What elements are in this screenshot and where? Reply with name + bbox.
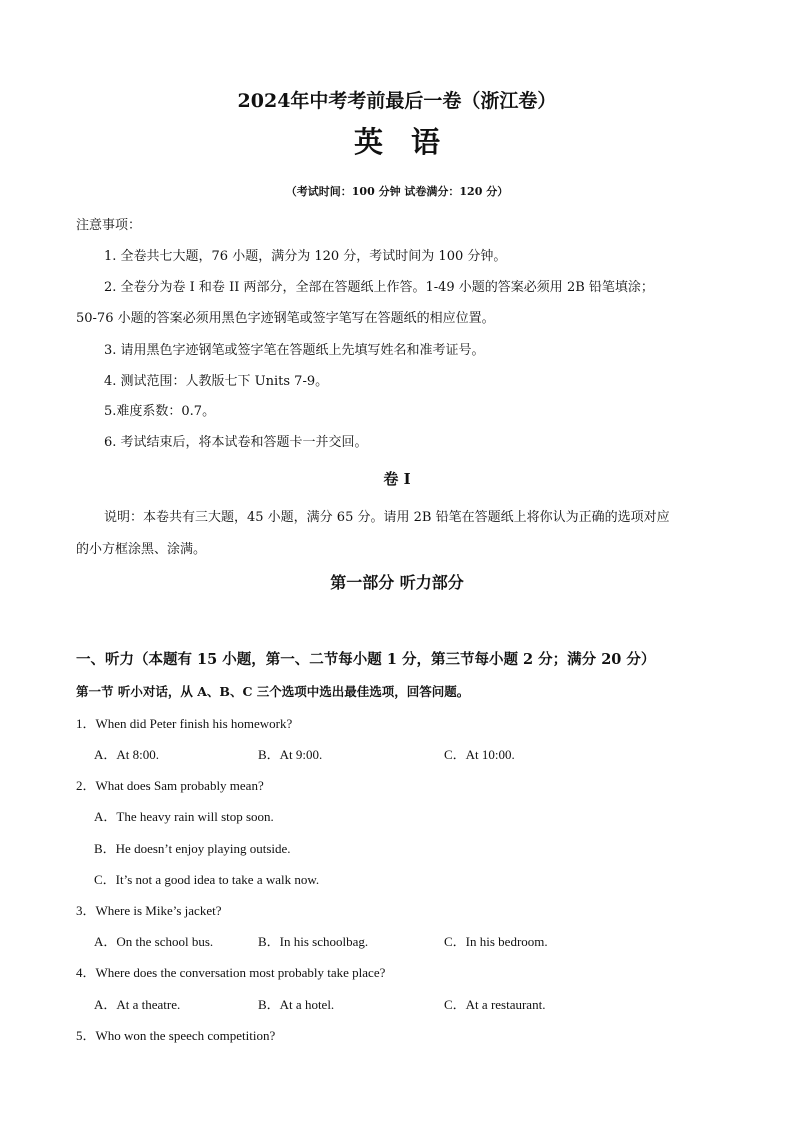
option-b: B．He doesn’t enjoy playing outside. [94, 841, 291, 856]
volume-description-cont: 的小方框涂黑、涂满。 [76, 542, 207, 557]
notice-heading: 注意事项： [76, 218, 142, 233]
notice-item: 3. 请用黑色字迹钢笔或签字笔在答题纸上先填写姓名和准考证号。 [104, 343, 485, 358]
option-b: B．At 9:00. [258, 747, 323, 762]
option-a: A．On the school bus. [94, 934, 214, 949]
notice-item: 4. 测试范围：人教版七下 Units 7-9。 [104, 374, 329, 389]
question-stem: 1．When did Peter finish his homework? [76, 716, 293, 731]
question-stem: 5．Who won the speech competition? [76, 1028, 276, 1043]
exam-time-info: （考试时间：100 分钟 试卷满分：120 分） [285, 185, 509, 198]
section-heading: 一、听力（本题有 15 小题，第一、二节每小题 1 分，第三节每小题 2 分；满分 20 分） [76, 651, 656, 668]
option-c: C．At 10:00. [444, 747, 515, 762]
option-c: C．In his bedroom. [444, 934, 548, 949]
volume-description: 说明：本卷共有三大题，45 小题，满分 65 分。请用 2B 铅笔在答题纸上将你认为正确的选项对应 [104, 510, 670, 525]
question-stem: 3．Where is Mike’s jacket? [76, 903, 222, 918]
notice-item: 50-76 小题的答案必须用黑色字迹钢笔或签字笔写在答题纸的相应位置。 [76, 311, 495, 326]
option-a: A．At 8:00. [94, 747, 160, 762]
volume-title: 卷 I [383, 470, 411, 488]
notice-item: 5.难度系数：0.7。 [104, 404, 216, 419]
notice-item: 1. 全卷共七大题，76 小题，满分为 120 分，考试时间为 100 分钟。 [104, 249, 507, 264]
option-c: C．It’s not a good idea to take a walk now. [94, 872, 320, 887]
part-title: 第一部分 听力部分 [330, 573, 464, 592]
option-a: A．At a theatre. [94, 997, 181, 1012]
option-b: B．At a hotel. [258, 997, 335, 1012]
option-b: B．In his schoolbag. [258, 934, 369, 949]
notice-item: 2. 全卷分为卷 I 和卷 II 两部分，全部在答题纸上作答。1-49 小题的答案必须用 2B 铅笔填涂； [104, 280, 654, 295]
exam-title: 2024年中考考前最后一卷（浙江卷） [237, 90, 557, 112]
option-a: A．The heavy rain will stop soon. [94, 809, 274, 824]
option-c: C．At a restaurant. [444, 997, 546, 1012]
subsection-heading: 第一节 听小对话，从 A、B、C 三个选项中选出最佳选项，回答问题。 [76, 684, 470, 699]
subject-title: 英语 [353, 125, 468, 159]
question-stem: 4．Where does the conversation most probably take place? [76, 965, 386, 980]
question-stem: 2．What does Sam probably mean? [76, 778, 264, 793]
notice-item: 6. 考试结束后，将本试卷和答题卡一并交回。 [104, 435, 368, 450]
